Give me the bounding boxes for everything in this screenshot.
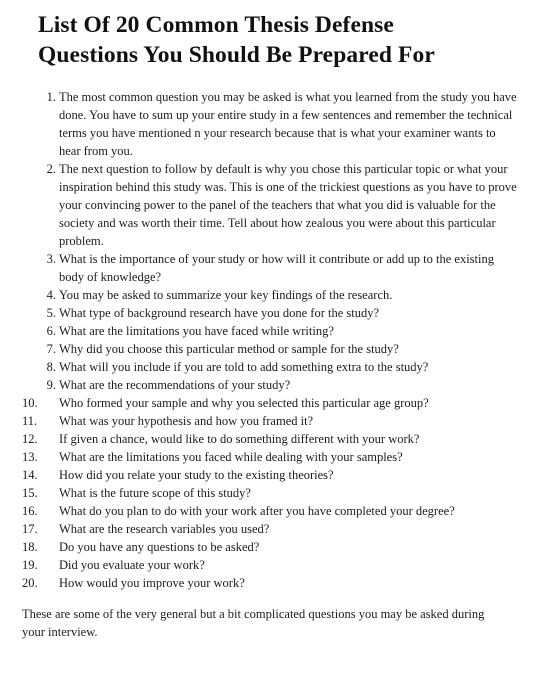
question-item: [22, 394, 520, 412]
question-text: What do you plan to do with your work after you have completed your degree?: [59, 504, 455, 518]
question-item: [22, 484, 520, 502]
question-text: What are the limitations you faced while dealing with your samples?: [59, 450, 403, 464]
question-item: [22, 250, 520, 286]
question-item: [22, 412, 520, 430]
question-item: [22, 502, 520, 520]
question-item: [22, 376, 520, 394]
question-text: What is the importance of your study or how will it contribute or add up to the existing body of knowledge?: [59, 252, 494, 284]
question-item: [22, 358, 520, 376]
question-number: 11.: [22, 414, 38, 428]
question-number: 14.: [22, 468, 38, 482]
question-text: How did you relate your study to the existing theories?: [59, 468, 334, 482]
question-number: 9.: [46, 378, 56, 392]
question-item: [22, 448, 520, 466]
question-item: [22, 160, 520, 250]
question-item: [22, 430, 520, 448]
question-number: 19.: [22, 558, 38, 572]
question-list: [22, 88, 520, 592]
question-text: What are the limitations you have faced while writing?: [59, 324, 334, 338]
question-item: [22, 322, 520, 340]
question-text: Do you have any questions to be asked?: [59, 540, 260, 554]
question-number: 16.: [22, 504, 38, 518]
question-number: 5.: [46, 306, 56, 320]
question-item: [22, 88, 520, 160]
question-number: 6.: [46, 324, 56, 338]
question-item: [22, 286, 520, 304]
title-line-2: Questions You Should Be Prepared For: [38, 42, 435, 68]
question-number: 8.: [46, 360, 56, 374]
question-number: 10.: [22, 396, 38, 410]
question-number: 1.: [46, 90, 56, 104]
question-text: What is the future scope of this study?: [59, 486, 251, 500]
closing-paragraph: These are some of the very general but a bit complicated questions you may be asked during your interview.: [22, 607, 485, 639]
question-item: [22, 556, 520, 574]
question-number: 2.: [46, 162, 56, 176]
document-title: [38, 10, 520, 70]
question-item: [22, 466, 520, 484]
question-number: 18.: [22, 540, 38, 554]
question-number: 15.: [22, 486, 38, 500]
question-number: 13.: [22, 450, 38, 464]
question-text: Who formed your sample and why you selected this particular age group?: [59, 396, 429, 410]
question-text: What will you include if you are told to add something extra to the study?: [59, 360, 429, 374]
question-number: 7.: [46, 342, 56, 356]
question-number: 17.: [22, 522, 38, 536]
title-line-1: List Of 20 Common Thesis Defense: [38, 12, 394, 38]
question-text: What was your hypothesis and how you framed it?: [59, 414, 314, 428]
question-text: If given a chance, would like to do something different with your work?: [59, 432, 420, 446]
question-item: [22, 340, 520, 358]
question-number: 12.: [22, 432, 38, 446]
question-item: [22, 538, 520, 556]
question-item: [22, 304, 520, 322]
question-number: 3.: [46, 252, 56, 266]
question-number: 20.: [22, 576, 38, 590]
question-number: 4.: [46, 288, 56, 302]
question-text: The next question to follow by default is why you chose this particular topic or what your inspiration behind this study was. This is one of the trickiest questions as you have to prove your convincing power to the panel of the teachers that what you did is valuable for the society and was worth their time. Tell about how zealous you were about this particular problem.: [59, 162, 517, 248]
question-text: What type of background research have you done for the study?: [59, 306, 380, 320]
question-text: You may be asked to summarize your key findings of the research.: [59, 288, 393, 302]
question-item: [22, 520, 520, 538]
question-text: What are the recommendations of your study?: [59, 378, 291, 392]
question-text: Did you evaluate your work?: [59, 558, 205, 572]
question-text: How would you improve your work?: [59, 576, 245, 590]
question-text: What are the research variables you used?: [59, 522, 270, 536]
question-text: Why did you choose this particular method or sample for the study?: [59, 342, 399, 356]
question-item: [22, 574, 520, 592]
question-text: The most common question you may be asked is what you learned from the study you have done. You have to sum up your entire study in a few sentences and remember the technical terms you have mentioned n your research because that is what your examiner wants to hear from you.: [59, 90, 517, 158]
